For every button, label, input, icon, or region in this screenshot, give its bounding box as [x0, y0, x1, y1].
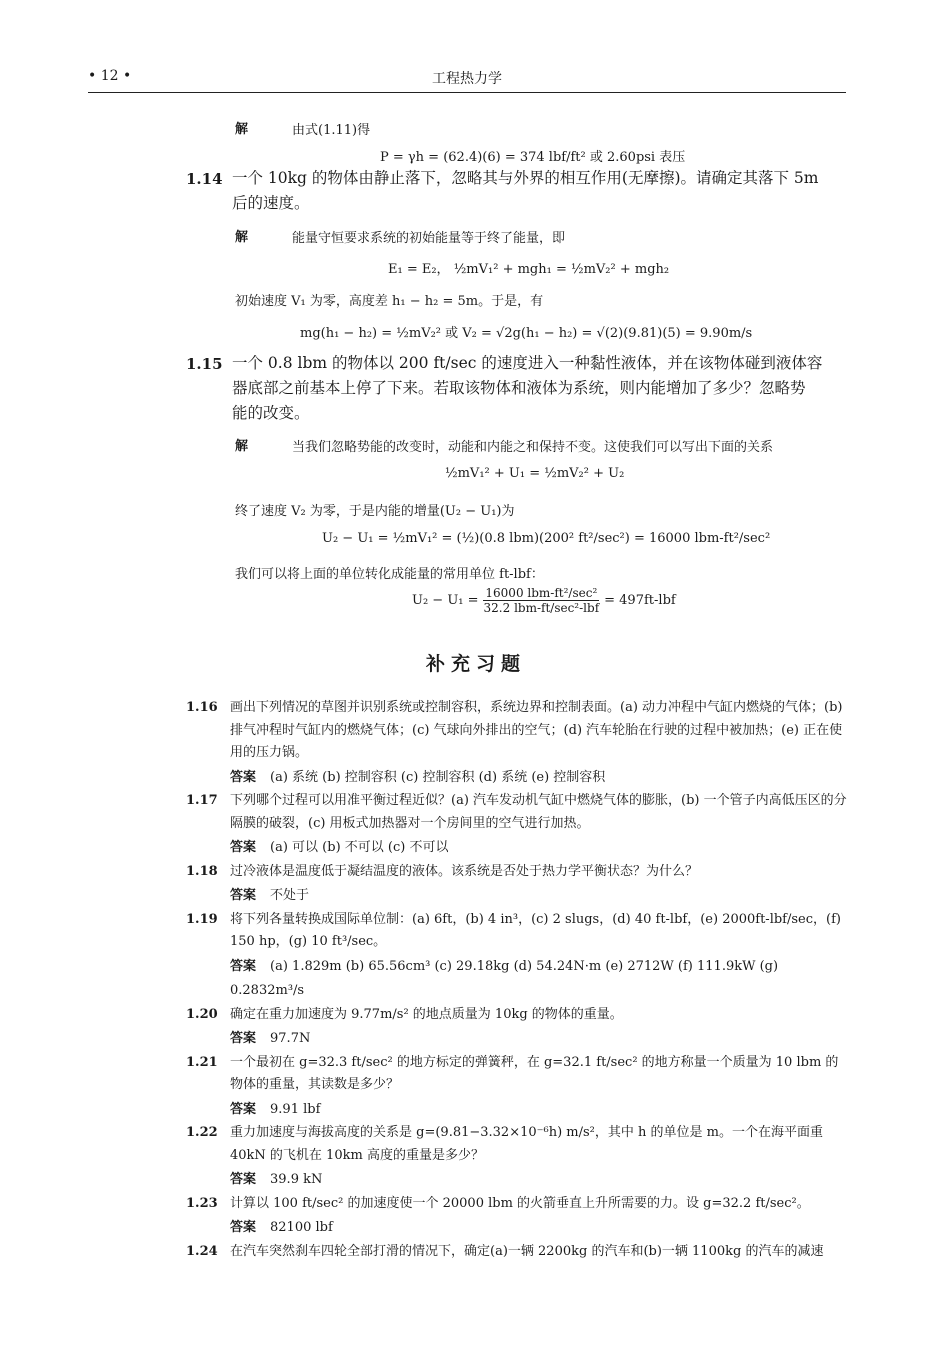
solution-intro: 能量守恒要求系统的初始能量等于终了能量，即	[292, 231, 566, 246]
problem-text: 确定在重力加速度为 9.77m/s² 的地点质量为 10kg 的物体的重量。	[230, 1006, 623, 1022]
solution-badge: 解	[235, 439, 248, 454]
fraction	[482, 586, 602, 615]
problem-text: 重力加速度与海拔高度的关系是 g=(9.81−3.32×10⁻⁶h) m/s²，其中 h 的单位是 m。一个在海平面重 40kN 的飞机在 10km 高度的重量是多少？	[230, 1125, 823, 1163]
problem-number: 1.16	[186, 700, 218, 715]
answer-label: 答案	[230, 1031, 257, 1046]
equation: mg(h₁ − h₂) = ½mV₂² 或 V₂ = √2g(h₁ − h₂) = √(2)(9.81)(5) = 9.90m/s	[300, 326, 753, 341]
fraction-denominator: 32.2 lbm-ft/sec²-lbf	[483, 601, 600, 615]
answer-text: 39.9 kN	[270, 1172, 323, 1187]
answer-label: 答案	[230, 769, 257, 785]
problem-number: 1.24	[186, 1243, 218, 1259]
problem-text: 下列哪个过程可以用准平衡过程近似？(a) 汽车发动机气缸中燃烧气体的膨胀，(b) 一个管子内高低压区的分隔膜的破裂，(c) 用板式加热器对一个房间里的空气进行加热。	[230, 793, 847, 831]
problem-text-line: 能的改变。	[232, 404, 310, 422]
problem-number: 1.20	[186, 1006, 218, 1022]
problem-number: 1.18	[186, 863, 218, 879]
problem-item	[186, 1052, 850, 1122]
fraction-numerator: 16000 lbm-ft²/sec²	[485, 586, 598, 600]
problem-text-line: 一个 10kg 的物体由静止落下，忽略其与外界的相互作用(无摩擦)。请确定其落下 5m	[232, 169, 819, 187]
problem-text-line: 器底部之前基本上停了下来。若取该物体和液体为系统，则内能增加了多少？忽略势	[232, 379, 806, 397]
solution-text: 初始速度 V₁ 为零，高度差 h₁ − h₂ = 5m。于是，有	[235, 294, 544, 309]
page-number: • 12 •	[88, 68, 132, 84]
equation: E₁ = E₂， ½mV₁² + mgh₁ = ½mV₂² + mgh₂	[388, 262, 670, 277]
equation-lhs: U₂ − U₁ =	[412, 593, 479, 608]
answer-text: (a) 系统 (b) 控制容积 (c) 控制容积 (d) 系统 (e) 控制容积	[270, 769, 606, 785]
answer-text: (a) 1.829m (b) 65.56cm³ (c) 29.18kg (d) 54.24N·m (e) 2712W (f) 111.9kW (g) 0.2832m³/s	[230, 958, 779, 998]
equation: U₂ − U₁ = ½mV₁² = (½)(0.8 lbm)(200² ft²/sec²) = 16000 lbm-ft²/sec²	[322, 531, 771, 546]
section-title: 补充习题	[425, 653, 526, 675]
answer-text: 不处于	[270, 888, 310, 903]
answer-text: 9.91 lbf	[270, 1101, 321, 1117]
problem-number: 1.23	[186, 1195, 218, 1211]
page-header	[88, 66, 846, 93]
solution-text: 终了速度 V₂ 为零，于是内能的增量(U₂ − U₁)为	[235, 504, 515, 519]
answer-label: 答案	[230, 1220, 257, 1235]
answer-label: 答案	[230, 958, 257, 974]
solution-badge: 解	[235, 230, 248, 245]
problem-item	[186, 697, 850, 789]
solution-intro: 当我们忽略势能的改变时，动能和内能之和保持不变。这使我们可以写出下面的关系	[292, 440, 774, 455]
problem-text: 计算以 100 ft/sec² 的加速度使一个 20000 lbm 的火箭垂直上升所需要的力。设 g=32.2 ft/sec²。	[230, 1195, 810, 1211]
answer-text: 97.7N	[270, 1031, 311, 1046]
problem-text-line: 后的速度。	[232, 194, 310, 212]
answer-label: 答案	[230, 1172, 257, 1187]
problem-number: 1.14	[186, 170, 223, 188]
problem-number: 1.19	[186, 911, 218, 927]
problem-text: 过冷液体是温度低于凝结温度的液体。该系统是否处于热力学平衡状态？为什么？	[230, 863, 699, 879]
answer-line	[230, 954, 850, 1003]
problem-item	[186, 1004, 850, 1051]
problem-text: 画出下列情况的草图并识别系统或控制容积，系统边界和控制表面。(a) 动力冲程中气缸内燃烧的气体；(b) 排气冲程时气缸内的燃烧气体；(c) 气球向外排出的空气；(d) 汽车轮胎在行驶的过程中被加热；(e) 正在使用的压力锅。	[230, 700, 843, 760]
problem-number: 1.22	[186, 1125, 218, 1140]
problem-number: 1.17	[186, 793, 218, 808]
answer-line	[230, 765, 850, 790]
answer-label: 答案	[230, 1101, 257, 1117]
problem-text: 在汽车突然刹车四轮全部打滑的情况下，确定(a)一辆 2200kg 的汽车和(b)一辆 1100kg 的汽车的减速	[230, 1243, 824, 1259]
solution-badge: 解	[235, 122, 248, 137]
problem-item	[186, 861, 850, 908]
running-title: 工程热力学	[432, 71, 502, 87]
problem-text: 将下列各量转换成国际单位制：(a) 6ft，(b) 4 in³，(c) 2 slugs，(d) 40 ft-lbf，(e) 2000ft-lbf/sec，(f) 150 hp，(g) 10 ft³/sec。	[230, 911, 841, 949]
answer-line	[230, 1167, 850, 1192]
problem-item	[186, 1241, 850, 1264]
equation: ½mV₁² + U₁ = ½mV₂² + U₂	[445, 466, 625, 481]
problem-list	[186, 697, 850, 1263]
answer-label: 答案	[230, 840, 257, 855]
supplementary-problems	[186, 697, 850, 1263]
problem-text-line: 一个 0.8 lbm 的物体以 200 ft/sec 的速度进入一种黏性液体，并在该物体碰到液体容	[232, 354, 823, 372]
answer-line	[230, 1097, 850, 1122]
answer-label: 答案	[230, 888, 257, 903]
fraction-equation	[412, 586, 676, 615]
equation-rhs: = 497ft-lbf	[604, 593, 676, 608]
answer-line	[230, 835, 850, 860]
problem-item	[186, 1122, 850, 1192]
solution-intro: 由式(1.11)得	[292, 123, 371, 138]
equation: P = γh = (62.4)(6) = 374 lbf/ft² 或 2.60psi 表压	[380, 150, 686, 165]
answer-text: (a) 可以 (b) 不可以 (c) 不可以	[270, 840, 449, 855]
problem-text: 一个最初在 g=32.3 ft/sec² 的地方标定的弹簧秤，在 g=32.1 ft/sec² 的地方称量一个质量为 10 lbm 的物体的重量，其读数是多少？	[230, 1054, 839, 1092]
answer-line	[230, 883, 850, 908]
answer-line	[230, 1215, 850, 1240]
problem-number: 1.15	[186, 355, 223, 373]
solution-text: 我们可以将上面的单位转化成能量的常用单位 ft-lbf：	[235, 567, 544, 582]
answer-line	[230, 1026, 850, 1051]
problem-item	[186, 790, 850, 860]
problem-item	[186, 1193, 850, 1240]
answer-text: 82100 lbf	[270, 1220, 333, 1235]
problem-number: 1.21	[186, 1054, 218, 1070]
problem-item	[186, 909, 850, 1003]
